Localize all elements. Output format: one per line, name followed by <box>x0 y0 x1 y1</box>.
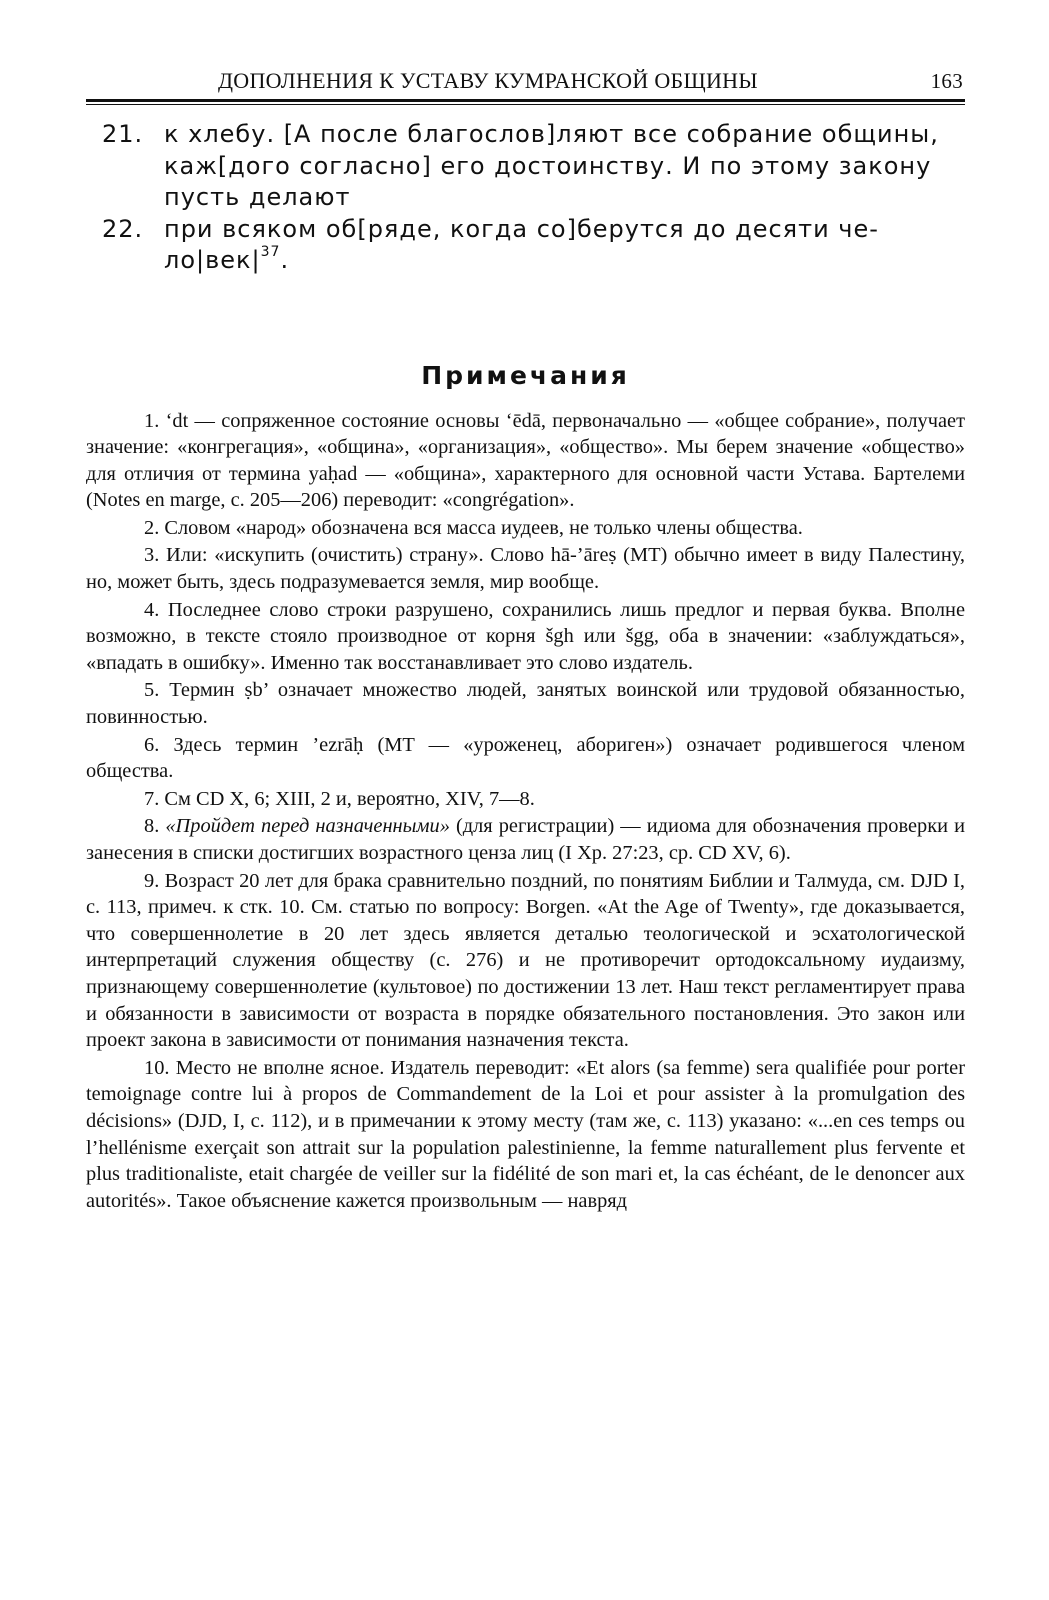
note-text: Или: «искупить (очистить) страну». Слово hā-’āreṣ (MT) обычно имеет в виду Палестину, но, может быть, здесь подразумевается земля, мир вообще. <box>86 544 965 594</box>
text-row <box>164 245 965 277</box>
note-text: Возраст 20 лет для брака сравнительно поздний, по понятиям Библии и Талмуда, см. DJD I, с. 113, примеч. к стк. 10. См. статью по вопросу: Borgen. «At the Age of Twenty», где доказывается, что совершеннолетие в 20 лет здесь является деталью теологической и эсхатологической интерпретаций служения обществу (с. 276) и не противоречит ортодоксальному иудаизму, признающему совершеннолетие (культовое) по достижении 13 лет. Наш текст регламентирует права и обязанности в зависимости от возраста в порядке обязательного постановления. Это закон или проект закона в зависимости от понимания назначения текста. <box>86 869 965 1052</box>
text-row: при всяком об[ряде, когда со]берутся до десяти че- <box>164 214 879 243</box>
notes-heading: Примечания <box>421 360 630 390</box>
note-item <box>86 1055 965 1215</box>
note-item <box>86 786 965 813</box>
text-fragment: ло|век| <box>164 246 261 274</box>
text-row: пусть делают <box>164 183 351 211</box>
note-text: Здесь термин ’ezrāḥ (MT — «уроженец, абориген») означает родившегося членом общества. <box>86 733 965 783</box>
translation-block <box>86 119 965 277</box>
page-number: 163 <box>930 69 963 93</box>
note-number: 1. <box>144 409 160 432</box>
line-number: 22. <box>102 214 144 243</box>
note-item <box>86 408 965 514</box>
note-number: 7. <box>144 787 160 810</box>
note-text: Термин ṣb’ означает множество людей, занятых воинской или трудовой обязанностью, повинностью. <box>86 679 965 729</box>
text-row: к хлебу. [А после благослов]ляют все собрание общины, <box>164 120 939 148</box>
note-italic-phrase: «Пройдет перед назначенными» <box>165 815 450 838</box>
note-number: 5. <box>144 679 160 702</box>
note-number: 9. <box>144 869 160 892</box>
line-text <box>164 214 965 277</box>
notes-list <box>86 408 965 1215</box>
header-rule-thin <box>86 104 965 105</box>
note-number: 8. <box>144 815 160 838</box>
running-header <box>86 70 965 92</box>
header-rule-thick <box>86 99 965 102</box>
note-text: Последнее слово строки разрушено, сохранились лишь предлог и первая буква. Вполне возможно, в тексте стояло производное от корня šgh или šgg, оба в значении: «заблуждаться», «впадать в ошибку». Именно так восстанавливает это слово издатель. <box>86 598 965 674</box>
running-title: ДОПОЛНЕНИЯ К УСТАВУ КУМРАНСКОЙ ОБЩИНЫ <box>218 68 758 93</box>
note-item <box>86 542 965 595</box>
note-number: 4. <box>144 598 160 621</box>
note-item <box>86 813 965 866</box>
note-number: 2. <box>144 516 160 539</box>
text-fragment-end: . <box>280 246 290 274</box>
note-item <box>86 597 965 677</box>
note-text: (для регистрации) — идиома для обозначения проверки и занесения в списки достигших возрастного ценза лиц (I Хр. 27:23, ср. CD XV, 6). <box>86 815 965 864</box>
note-text: Место не вполне ясное. Издатель переводит: «Et alors (sa femme) sera qualifiée pour porter temoignage contre lui à propos de Commandement de la Loi et pour assister à la promulgation des décisions» (DJD, I, с. 112), и в примечании к этому месту (там же, с. 113) указано: «...en ces temps ou l’hellénisme exerçait son attrait sur la population palestinienne, la femme naturallement plus fervente et plus traditionaliste, etait chargée de veiller sur la fidélité de son mari et, la cas échéant, de le denoncer aux autorités». Такое объяснение кажется произвольным — навряд <box>86 1056 965 1212</box>
translation-line-21 <box>86 119 965 214</box>
note-text: См CD X, 6; XIII, 2 и, вероятно, XIV, 7—8. <box>164 787 535 810</box>
footnote-reference: 37 <box>260 244 281 260</box>
note-item <box>86 732 965 785</box>
note-number: 6. <box>144 733 160 756</box>
note-text: Словом «народ» обозначена вся масса иудеев, не только члены общества. <box>164 516 803 539</box>
note-item <box>86 677 965 730</box>
note-text: ‘dt — сопряженное состояние основы ‘ēdā, первоначально — «общее собрание», получает значение: «конгрегация», «община», «организация», «общество». Мы берем значение «общество» для отличия от термина yaḥad — «община», характерного для основной части Устава. Бартелеми (Notes en marge, с. 205—206) переводит: «congrégation». <box>86 409 965 512</box>
text-row: каж[дого согласно] его достоинству. И по этому закону <box>164 151 932 180</box>
note-number: 3. <box>144 544 160 567</box>
note-number: 10. <box>144 1056 170 1079</box>
line-text <box>164 119 965 214</box>
line-number: 21. <box>102 120 144 148</box>
note-item <box>86 515 965 542</box>
translation-line-22 <box>86 214 965 277</box>
note-item <box>86 868 965 1054</box>
